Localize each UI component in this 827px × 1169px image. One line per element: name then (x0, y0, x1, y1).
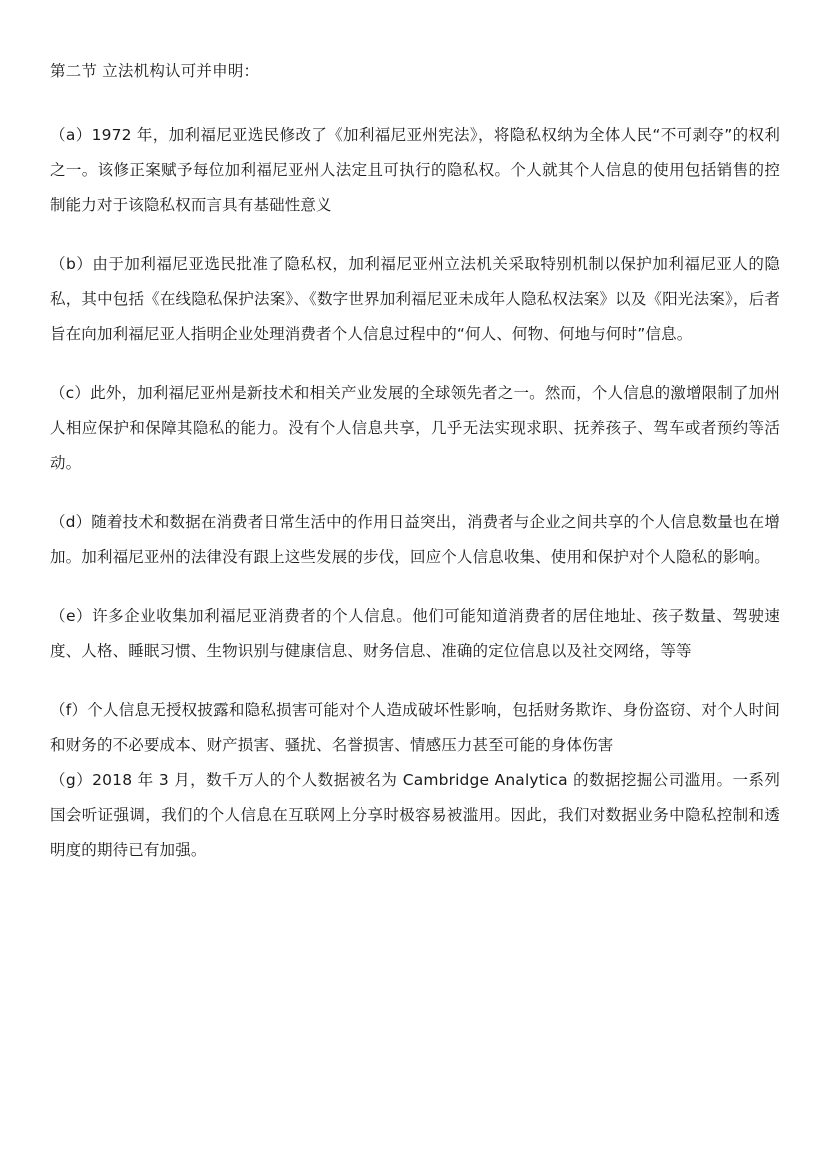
paragraph-c-text: 此外，加利福尼亚州是新技术和相关产业发展的全球领先者之一。然而，个人信息的激增限制了加州人相应保护和保障其隐私的能力。没有个人信息共享，几乎无法实现求职、抚养孩子、驾车或者预约等活动。 (50, 384, 780, 472)
paragraph-f-text: 个人信息无授权披露和隐私损害可能对个人造成破坏性影响，包括财务欺诈、身份盗窃、对个人时间和财务的不必要成本、财产损害、骚扰、名誉损害、情感压力甚至可能的身体伤害 (50, 701, 780, 754)
paragraph-d-text: 随着技术和数据在消费者日常生活中的作用日益突出，消费者与企业之间共享的个人信息数量也在增加。加利福尼亚州的法律没有跟上这些发展的步伐，回应个人信息收集、使用和保护对个人隐私的影响。 (50, 513, 780, 566)
paragraph-c-label: （c） (50, 384, 91, 402)
paragraph-e-label: （e） (50, 607, 93, 625)
paragraph-e (50, 599, 780, 669)
paragraph-a (50, 118, 780, 223)
paragraph-g (50, 763, 780, 868)
paragraph-g-text: 2018 年 3 月，数千万人的个人数据被名为 Cambridge Analytica 的数据挖掘公司滥用。一系列国会听证强调，我们的个人信息在互联网上分享时极容易被滥用。因此，我们对数据业务中隐私控制和透明度的期待已有加强。 (50, 771, 780, 859)
paragraph-g-label: （g） (50, 771, 93, 789)
section-heading: 第二节 立法机构认可并申明： (50, 62, 260, 80)
paragraph-f (50, 693, 780, 763)
paragraph-c (50, 376, 780, 481)
paragraph-a-text: 1972 年，加利福尼亚选民修改了《加利福尼亚州宪法》，将隐私权纳为全体人民“不可剥夺”的权利之一。该修正案赋予每位加利福尼亚州人法定且可执行的隐私权。个人就其个人信息的使用包括销售的控制能力对于该隐私权而言具有基础性意义 (50, 126, 780, 214)
document-page (50, 60, 780, 892)
paragraph-d (50, 505, 780, 575)
paragraph-e-text: 许多企业收集加利福尼亚消费者的个人信息。他们可能知道消费者的居住地址、孩子数量、驾驶速度、人格、睡眠习惯、生物识别与健康信息、财务信息、准确的定位信息以及社交网络，等等 (50, 607, 780, 660)
paragraph-d-label: （d） (50, 513, 92, 531)
paragraph-b-text: 由于加利福尼亚选民批准了隐私权，加利福尼亚州立法机关采取特别机制以保护加利福尼亚人的隐私，其中包括《在线隐私保护法案》、《数字世界加利福尼亚未成年人隐私权法案》以及《阳光法案》，后者旨在向加利福尼亚人指明企业处理消费者个人信息过程中的“何人、何物、何地与何时”信息。 (50, 255, 780, 343)
paragraph-a-label: （a） (50, 126, 92, 144)
paragraph-b (50, 247, 780, 352)
paragraph-f-label: （f） (50, 701, 88, 719)
paragraph-b-label: （b） (50, 255, 93, 273)
